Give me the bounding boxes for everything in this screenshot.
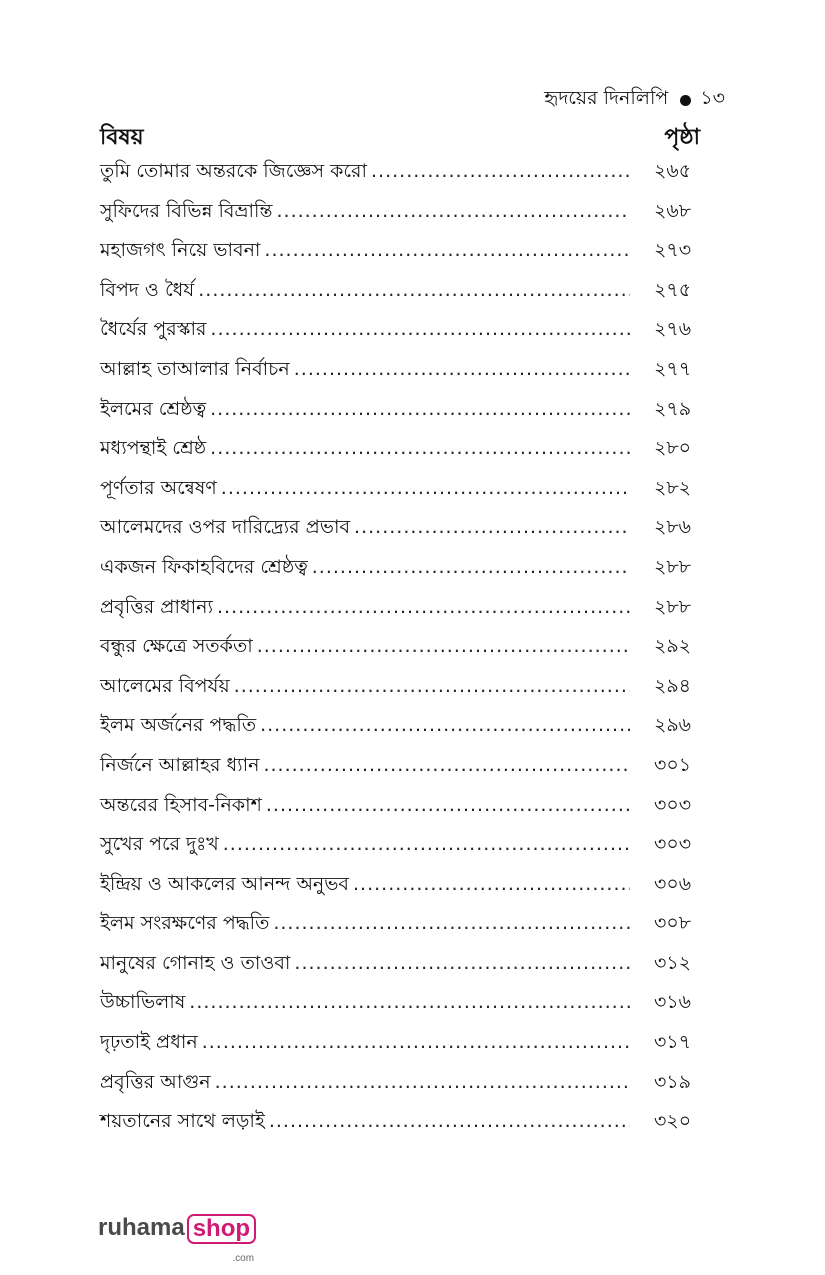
toc-entry: [100, 548, 700, 588]
toc-entry: [100, 469, 700, 509]
toc-entry-title: তুমি তোমার অন্তরকে জিজ্ঞেস করো: [100, 160, 368, 182]
toc-entry-title: ইলম সংরক্ষণের পদ্ধতি: [100, 912, 270, 935]
toc-entry-title: উচ্চাভিলাষ: [100, 991, 186, 1014]
toc-entry-page: ২৭৩: [654, 239, 692, 262]
toc-entry-page: ৩২০: [654, 1110, 692, 1133]
dot-leader: [221, 469, 630, 509]
toc-entry: [100, 588, 700, 628]
toc-entry: [100, 983, 700, 1023]
dot-leader: [294, 350, 630, 390]
toc-entry-title: বিপদ ও ধৈর্য: [100, 278, 195, 301]
toc-entry-page: ২৯৬: [654, 714, 692, 737]
toc-entry-page: ২৭৯: [654, 397, 692, 420]
toc-entry-page: ৩০৮: [654, 912, 692, 935]
toc-entry-page: ২৮২: [654, 476, 692, 499]
toc-entry-title: ইলমের শ্রেষ্ঠত্ব: [100, 397, 207, 420]
dot-leader: [210, 390, 630, 430]
dot-leader: [202, 1023, 630, 1063]
toc-entry-title: দৃঢ়তাই প্রধান: [100, 1031, 198, 1054]
toc-entry-page: ৩১৯: [654, 1070, 692, 1093]
toc-entry: [100, 667, 700, 707]
book-title: হৃদয়ের দিনলিপি: [544, 87, 669, 109]
toc-entry: [100, 271, 700, 311]
page-number: ১৩: [700, 87, 725, 109]
toc-entry-title: প্রবৃত্তির আগুন: [100, 1070, 211, 1093]
logo-text-ruhama: ruhama: [98, 1214, 185, 1241]
toc-entry-title: একজন ফিকাহবিদের শ্রেষ্ঠত্ব: [100, 555, 308, 578]
toc-entry-page: ২৮৬: [654, 516, 692, 539]
dot-leader: [353, 865, 630, 905]
toc-entry-title: নির্জনে আল্লাহর ধ্যান: [100, 753, 260, 776]
toc-entry-page: ৩১৭: [654, 1031, 692, 1054]
toc-entry: [100, 310, 700, 350]
dot-leader: [210, 310, 630, 350]
toc-entry-title: আলেমদের ওপর দারিদ্র্যের প্রভাব: [100, 516, 351, 539]
dot-leader: [273, 904, 630, 944]
logo-domain: .com: [232, 1253, 255, 1264]
toc-entry-page: ২৯৪: [654, 674, 692, 697]
toc-entry: [100, 1102, 700, 1142]
toc-entry-title: আল্লাহ তাআলার নির্বাচন: [100, 357, 290, 380]
toc-entry: [100, 786, 700, 826]
dot-leader: [217, 588, 630, 628]
toc-entry: [100, 825, 700, 865]
logo-shop-label: shop: [192, 1215, 251, 1242]
toc-entry: [100, 944, 700, 984]
toc-entry-title: ইলম অর্জনের পদ্ধতি: [100, 714, 257, 737]
bullet-separator: [680, 95, 691, 106]
toc-entry-title: শয়তানের সাথে লড়াই: [100, 1110, 265, 1133]
running-header: [544, 84, 725, 116]
logo-text-shop: [187, 1214, 256, 1264]
dot-leader: [223, 825, 630, 865]
dot-leader: [263, 746, 630, 786]
dot-leader: [189, 983, 630, 1023]
dot-leader: [266, 786, 630, 826]
dot-leader: [264, 231, 630, 271]
dot-leader: [312, 548, 630, 588]
toc-entry-page: ২৮৮: [654, 595, 692, 618]
toc-entry: [100, 350, 700, 390]
toc-entry-title: মহাজগৎ নিয়ে ভাবনা: [100, 239, 261, 262]
toc-entry-page: ২৭৭: [654, 357, 692, 380]
toc-entry-page: ২৮০: [654, 437, 692, 460]
dot-leader: [234, 667, 630, 707]
toc-entry-page: ২৮৮: [654, 555, 692, 578]
toc-entry: [100, 1063, 700, 1103]
toc-entry-page: ২৯২: [654, 635, 692, 658]
toc-entry-page: ৩০৩: [654, 833, 692, 856]
dot-leader: [354, 508, 630, 548]
toc-entry-title: সুফিদের বিভিন্ন বিভ্রান্তি: [100, 199, 273, 222]
toc-entry-page: ২৭৬: [654, 318, 692, 341]
toc-entry-title: ধৈর্যের পুরস্কার: [100, 318, 207, 341]
watermark-logo: [98, 1214, 256, 1264]
dot-leader: [294, 944, 630, 984]
toc-entry: [100, 904, 700, 944]
toc-entry: [100, 706, 700, 746]
toc-entry-page: ৩১৬: [654, 991, 692, 1014]
page-column-heading: পৃষ্ঠা: [664, 125, 700, 150]
dot-leader: [215, 1063, 630, 1103]
toc-entry-page: ২৬৫: [654, 160, 692, 182]
dot-leader: [210, 429, 630, 469]
toc-entry-title: অন্তরের হিসাব-নিকাশ: [100, 793, 262, 816]
dot-leader: [269, 1102, 630, 1142]
dot-leader: [198, 271, 630, 311]
toc-entry-page: ২৭৫: [654, 278, 692, 301]
toc-entry-page: ৩০৩: [654, 793, 692, 816]
toc-entry-title: সুখের পরে দুঃখ: [100, 833, 219, 856]
toc-entry-title: আলেমের বিপর্যয়: [100, 674, 230, 697]
dot-leader: [260, 706, 630, 746]
toc-entry-title: মানুষের গোনাহ ও তাওবা: [100, 951, 291, 974]
toc-entry: [100, 746, 700, 786]
toc-entry: [100, 429, 700, 469]
table-of-contents: [100, 152, 700, 1142]
toc-entry-page: ২৬৮: [654, 199, 692, 222]
toc-entry-title: প্রবৃত্তির প্রাধান্য: [100, 595, 213, 618]
toc-entry-title: পূর্ণতার অন্বেষণ: [100, 476, 217, 499]
toc-entry: [100, 231, 700, 271]
toc-entry: [100, 1023, 700, 1063]
toc-entry-page: ৩০১: [654, 753, 692, 776]
toc-entry: [100, 508, 700, 548]
toc-entry-title: ইন্দ্রিয় ও আকলের আনন্দ অনুভব: [100, 872, 349, 895]
toc-entry-page: ৩১২: [654, 951, 692, 974]
toc-entry: [100, 627, 700, 667]
dot-leader: [371, 152, 630, 192]
dot-leader: [257, 627, 630, 667]
toc-entry: [100, 865, 700, 905]
toc-entry-title: বন্ধুর ক্ষেত্রে সতর্কতা: [100, 635, 253, 658]
dot-leader: [276, 192, 630, 232]
toc-entry: [100, 152, 700, 192]
toc-entry: [100, 192, 700, 232]
toc-entry-title: মধ্যপন্থাই শ্রেষ্ঠ: [100, 437, 207, 460]
subject-column-heading: বিষয়: [100, 125, 144, 150]
toc-entry-page: ৩০৬: [654, 872, 692, 895]
toc-entry: [100, 390, 700, 430]
